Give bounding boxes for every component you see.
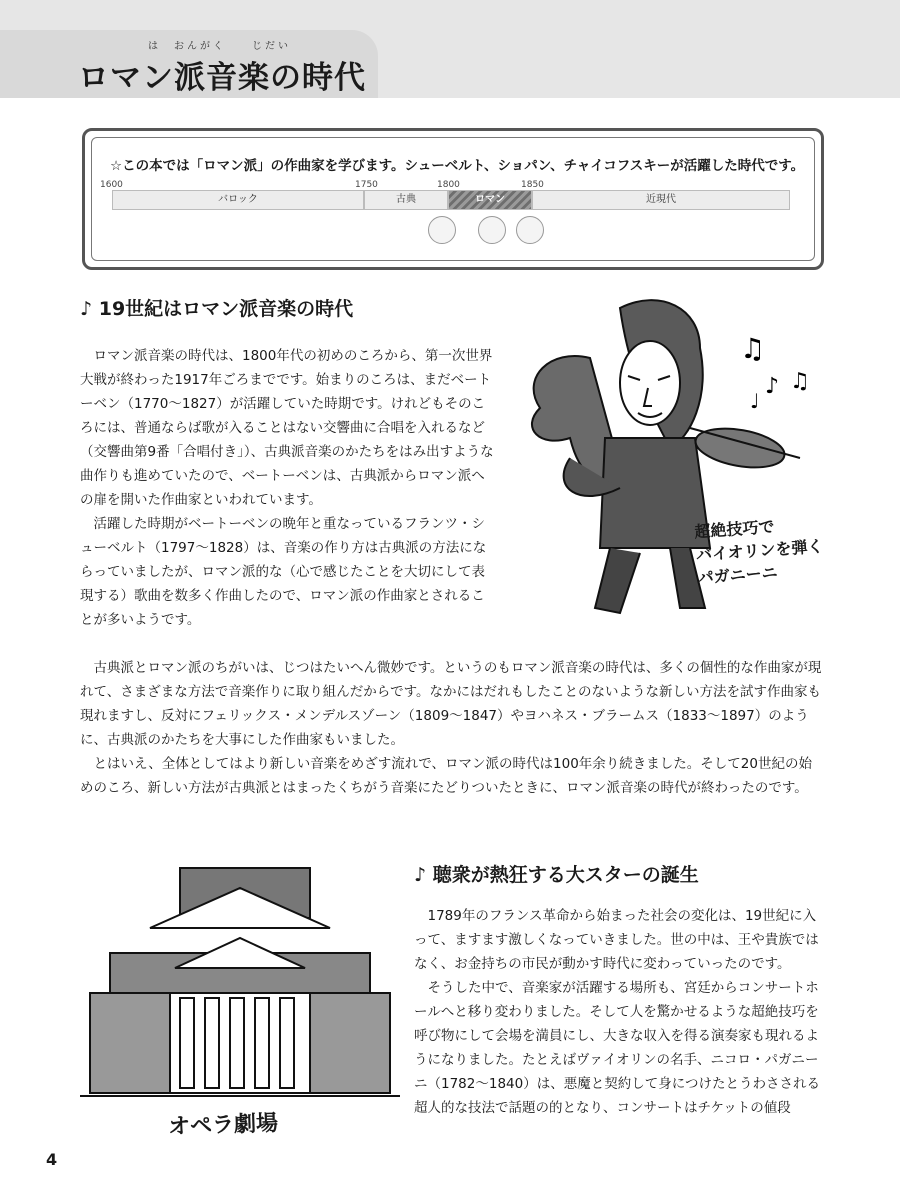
svg-text:♩: ♩: [750, 389, 760, 413]
page-number: 4: [46, 1150, 58, 1169]
timeline-tick: 1800: [437, 180, 460, 190]
composer-portrait-icon: [428, 216, 456, 244]
section-heading: ♪ 聴衆が熱狂する大スターの誕生: [414, 864, 699, 886]
timeline-note: ☆この本では「ロマン派」の作曲家を学びます。シューベルト、ショパン、チャイコフスキーが活躍した時代です。: [110, 158, 805, 174]
section-body-wide: [80, 656, 822, 800]
paganini-caption: 超絶技巧で バイオリンを弾く パガニーニ: [693, 516, 825, 588]
paragraph: とはいえ、全体としてはより新しい音楽をめざす流れで、ロマン派の時代は100年余り続きました。そして20世紀の始めのころ、新しい方法が古典派とはまったくちがう音楽にたどりついたときに、ロマン派音楽の時代が終わったのです。: [80, 756, 812, 796]
paragraph: そうした中で、音楽家が活躍する場所も、宮廷からコンサートホールへと移り変わりました。そして人を驚かせるような超絶技巧を呼び物にして会場を満員にし、大きな収入を得る演奏家も現れるようになりました。たとえばヴァイオリンの名手、ニコロ・パガニーニ（1782〜1840）は、悪魔と契約して身につけたとうわさされる超人的な技法で話題の的となり、コンサートはチケットの値段: [414, 980, 820, 1116]
opera-caption: オペラ劇場: [167, 1111, 279, 1140]
svg-text:♫: ♫: [790, 369, 810, 394]
era-romantic: ロマン: [448, 190, 532, 210]
section-body: [414, 904, 822, 1120]
composer-portrait-icon: [478, 216, 506, 244]
svg-text:♫: ♫: [740, 332, 766, 365]
timeline-tick: 1850: [521, 180, 544, 190]
era-classical: 古典: [364, 190, 448, 210]
paragraph: ロマン派音楽の時代は、1800年代の初めのころから、第一次世界大戦が終わった1917年ごろまでです。始まりのころは、まだベートーベン（1770〜1827）が活躍していた時期です。けれどもそのころには、普通ならば歌が入ることはない交響曲に合唱を入れるなど（交響曲第9番「合唱付き」）、古典派音楽のかたちをはみ出すような曲作りも進めていたので、ベートーベンは、古典派からロマン派への扉を開いた作曲家といわれています。: [80, 348, 494, 508]
composer-portrait-icon: [516, 216, 544, 244]
timeline-tick: 1750: [355, 180, 378, 190]
paragraph: 1789年のフランス革命から始まった社会の変化は、19世紀に入って、ますます激しくなっていきました。世の中は、王や貴族ではなく、お金持ちの市民が動かす時代に変わっていったのです。: [414, 908, 819, 972]
paragraph: 古典派とロマン派のちがいは、じつはたいへん微妙です。というのもロマン派音楽の時代は、多くの個性的な作曲家が現れて、さまざまな方法で音楽作りに取り組んだからです。なかにはだれもしたことのないような新しい方法を試す作曲家も現れますし、反対にフェリックス・メンデルスゾーン（1809〜1847）やヨハネス・ブラームス（1833〜1897）のように、古典派のかたちを大事にした作曲家もいました。: [80, 660, 822, 748]
timeline-tick: 1600: [100, 180, 123, 190]
svg-text:♪: ♪: [765, 374, 780, 399]
paragraph: 活躍した時期がベートーベンの晩年と重なっているフランツ・シューベルト（1797〜1828）は、音楽の作り方は古典派の方法にならっていましたが、ロマン派的な（心で感じたことを大切にして表現する）歌曲を数多く作曲したので、ロマン派の作曲家とされることが多いようです。: [80, 516, 487, 628]
opera-house-illustration: [80, 858, 400, 1108]
section-body: [80, 344, 498, 632]
era-modern: 近現代: [532, 190, 790, 210]
page-title: ロマン派音楽の時代: [78, 60, 366, 96]
title-ruby: は おんがく じだい: [148, 41, 291, 52]
section-heading: ♪ 19世紀はロマン派音楽の時代: [80, 298, 354, 320]
era-baroque: バロック: [112, 190, 364, 210]
